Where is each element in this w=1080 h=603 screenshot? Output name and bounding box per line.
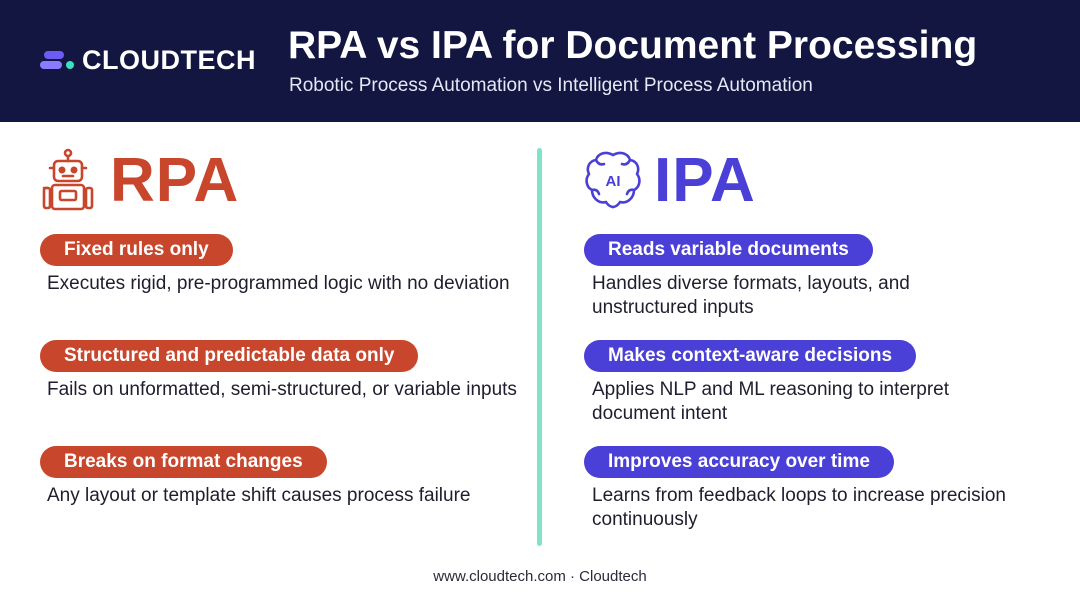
- rpa-column: [40, 140, 530, 506]
- ipa-heading: [584, 140, 1074, 220]
- rpa-item-description: Fails on unformatted, semi-structured, or variable inputs: [47, 379, 517, 400]
- rpa-item-label: Breaks on format changes: [40, 446, 327, 478]
- ipa-item: [584, 234, 1012, 320]
- page-title: RPA vs IPA for Document Processing: [288, 24, 978, 67]
- rpa-item: [40, 446, 517, 508]
- ipa-item-description: Learns from feedback loops to increase precision continuously: [592, 485, 1007, 530]
- rpa-item: [40, 234, 517, 296]
- rpa-item-description: Executes rigid, pre-programmed logic with no deviation: [47, 273, 510, 294]
- ipa-item-description: Handles diverse formats, layouts, and unstructured inputs: [592, 273, 910, 318]
- rpa-item-label: Structured and predictable data only: [40, 340, 418, 372]
- svg-text:AI: AI: [605, 173, 621, 190]
- ipa-item: [584, 340, 1012, 426]
- rpa-title: RPA: [110, 145, 240, 215]
- ipa-item-description: Applies NLP and ML reasoning to interpret document intent: [592, 379, 949, 424]
- rpa-item-label: Fixed rules only: [40, 234, 233, 266]
- logo-mark-icon: [40, 47, 78, 73]
- footer-text[interactable]: www.cloudtech.com · Cloudtech: [433, 568, 647, 585]
- ipa-column: [584, 140, 1074, 530]
- ipa-item-label: Makes context-aware decisions: [584, 340, 916, 372]
- ipa-item-label: Improves accuracy over time: [584, 446, 894, 478]
- brand-name: CLOUDTECH: [82, 44, 256, 75]
- page-subtitle: Robotic Process Automation vs Intelligent Process Automation: [289, 75, 813, 96]
- robot-icon: [40, 148, 96, 212]
- rpa-heading: [40, 140, 530, 220]
- ipa-title: IPA: [654, 145, 756, 215]
- rpa-item: [40, 340, 517, 402]
- column-divider: [537, 148, 542, 546]
- header-banner: [0, 0, 1080, 122]
- ai-brain-icon: [584, 149, 642, 211]
- ipa-item-label: Reads variable documents: [584, 234, 873, 266]
- rpa-item-description: Any layout or template shift causes process failure: [47, 485, 471, 506]
- ipa-item: [584, 446, 1012, 532]
- brand-logo: [40, 44, 256, 76]
